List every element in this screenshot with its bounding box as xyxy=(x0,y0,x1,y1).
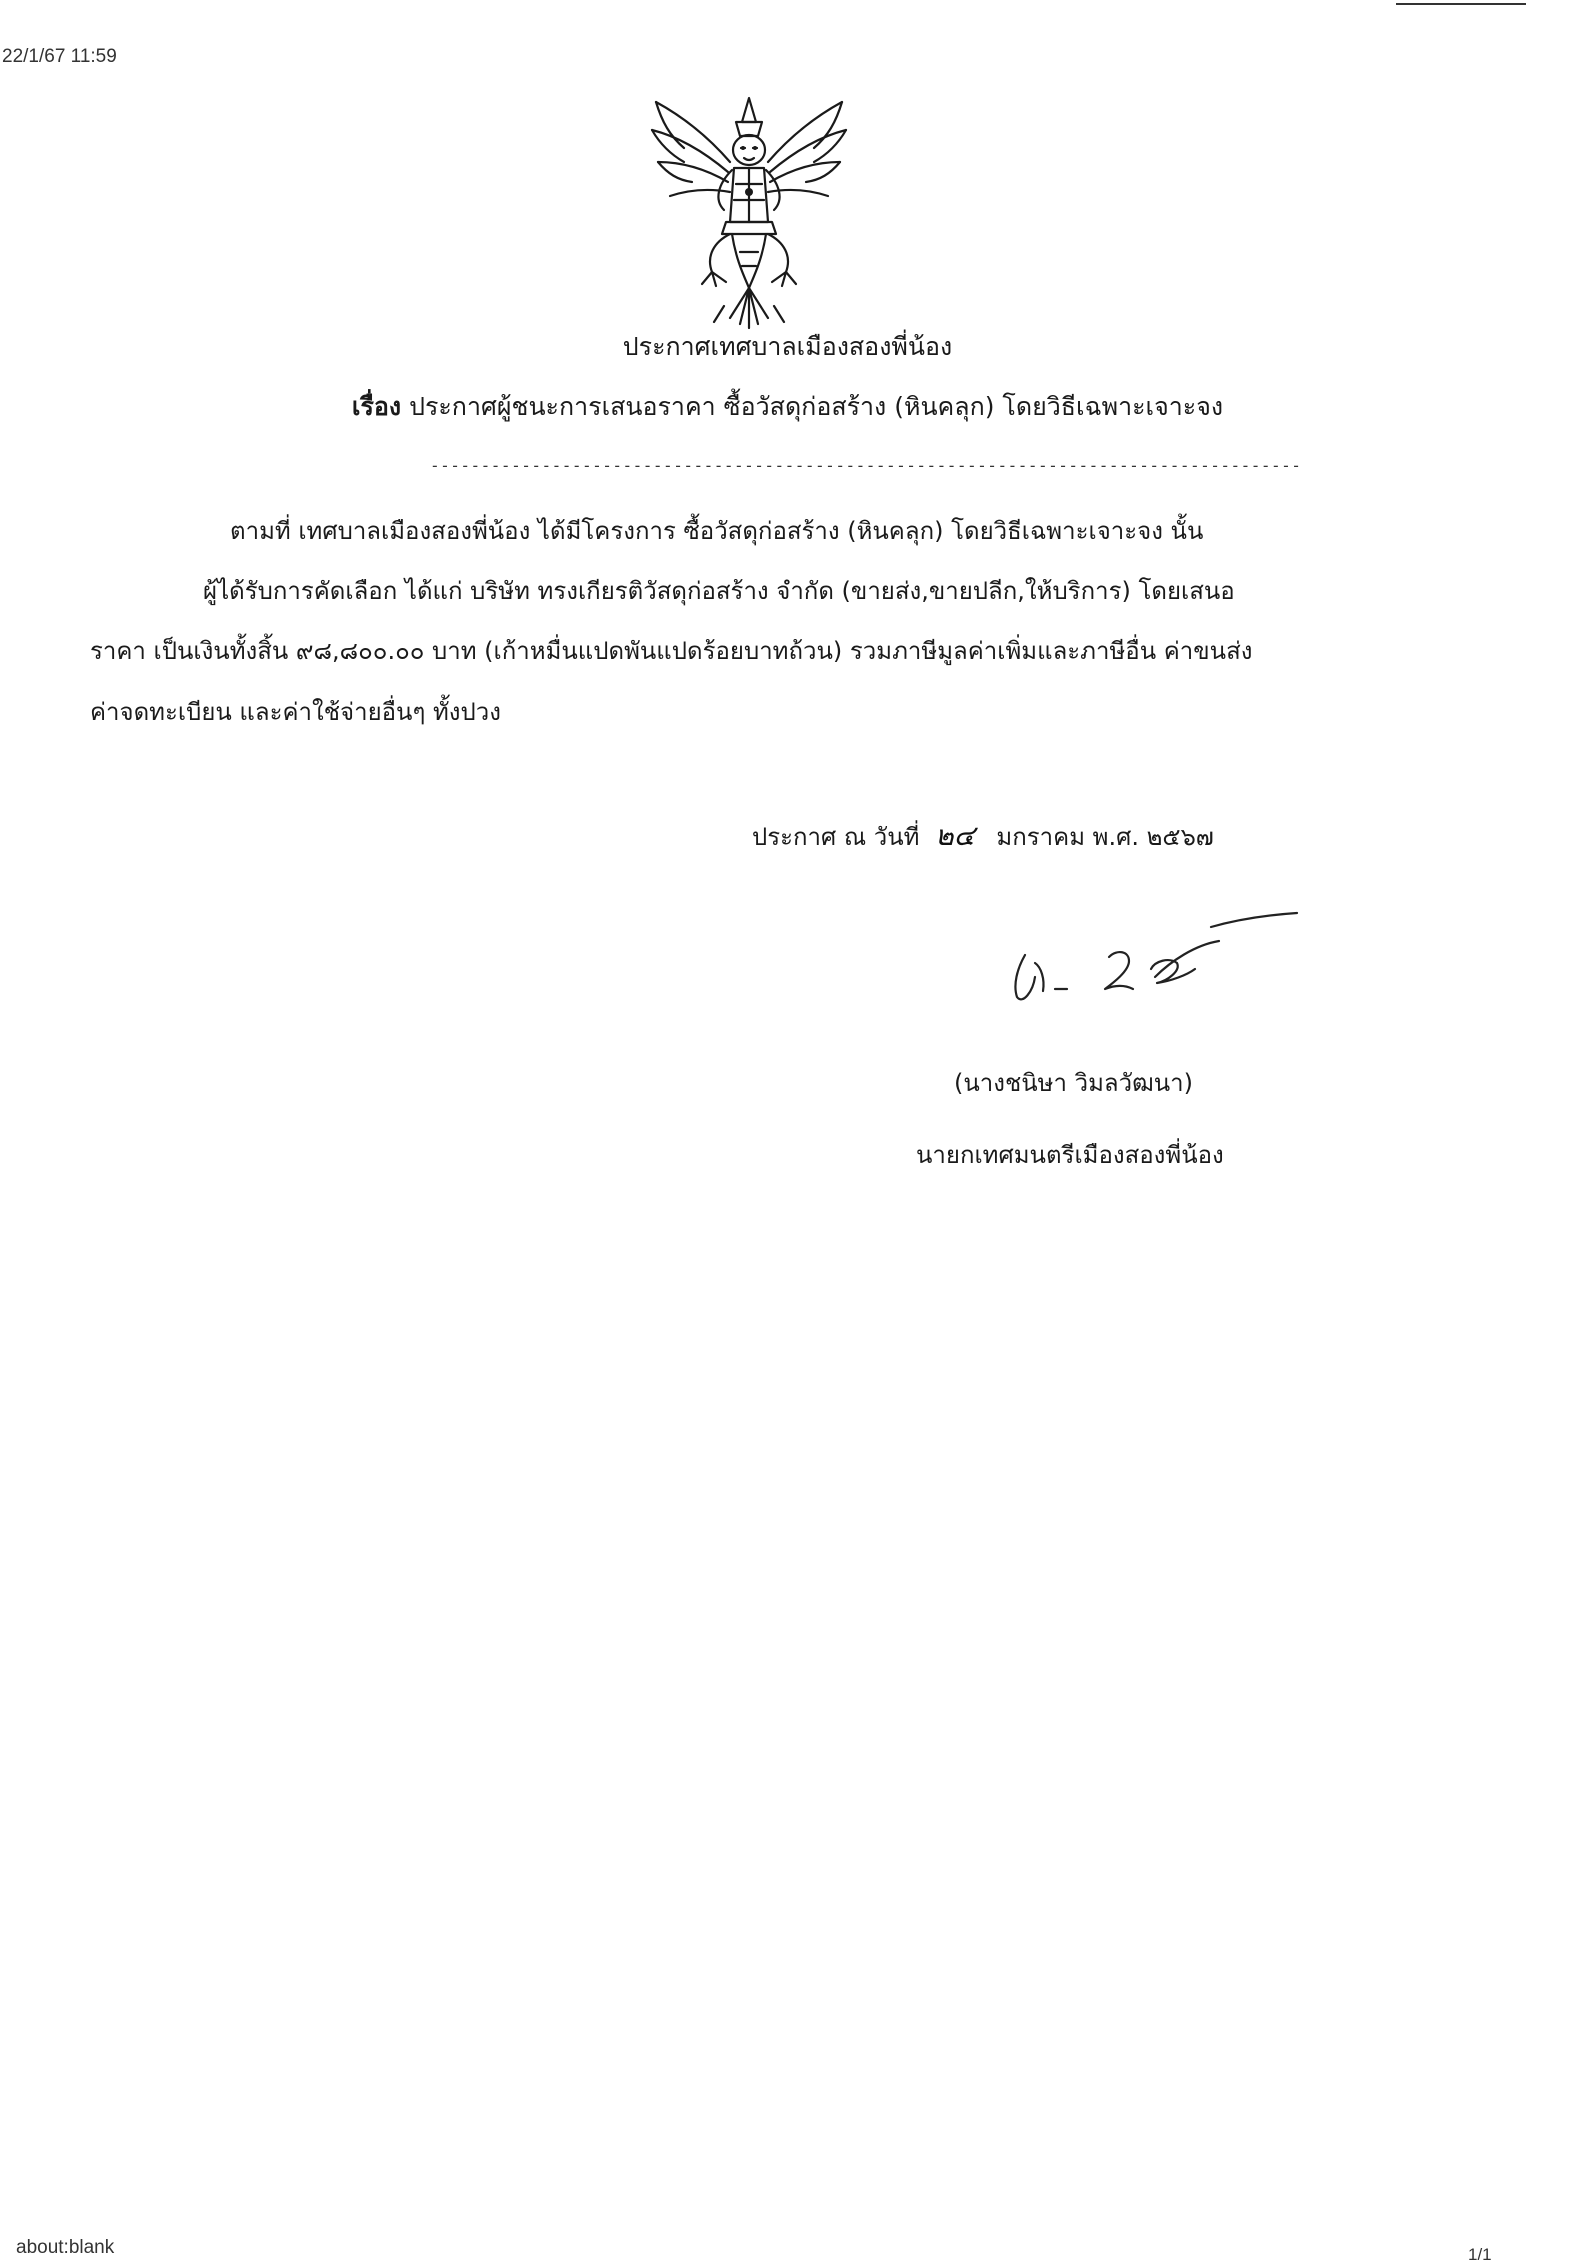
signer-name: (นางชนิษา วิมลวัฒนา) xyxy=(954,1069,1193,1097)
top-edge-rule xyxy=(1396,3,1526,5)
signer-title: นายกเทศมนตรีเมืองสองพี่น้อง xyxy=(916,1141,1224,1169)
document-title: ประกาศเทศบาลเมืองสองพี่น้อง xyxy=(622,332,953,361)
print-page-number: 1/1 xyxy=(1468,2245,1492,2264)
print-timestamp: 22/1/67 11:59 xyxy=(2,46,117,67)
subject-label: เรื่อง xyxy=(351,392,402,421)
garuda-emblem-icon xyxy=(644,92,854,332)
date-day-handwritten: ๒๔ xyxy=(935,819,975,852)
announcement-date xyxy=(752,819,1214,854)
subject-text: ประกาศผู้ชนะการเสนอราคา ซื้อวัสดุก่อสร้าง (หินคลุก) โดยวิธีเฉพาะเจาะจง xyxy=(409,392,1224,421)
print-url: about:blank xyxy=(16,2237,115,2258)
body-line-1: ตามที่ เทศบาลเมืองสองพี่น้อง ได้มีโครงการ ซื้อวัสดุก่อสร้าง (หินคลุก) โดยวิธีเฉพาะเจาะจง นั้น xyxy=(230,517,1204,545)
body-line-4: ค่าจดทะเบียน และค่าใช้จ่ายอื่นๆ ทั้งปวง xyxy=(90,698,501,726)
date-month-year: มกราคม พ.ศ. ๒๕๖๗ xyxy=(996,823,1214,851)
body-line-3: ราคา เป็นเงินทั้งสิ้น ๙๘,๘๐๐.๐๐ บาท (เก้าหมื่นแปดพันแปดร้อยบาทถ้วน) รวมภาษีมูลค่าเพิ่มและภาษีอื่น ค่าขนส่ง xyxy=(90,637,1253,665)
handwritten-signature xyxy=(1005,905,1305,1015)
document-subject xyxy=(0,390,1575,424)
body-line-2: ผู้ได้รับการคัดเลือก ได้แก่ บริษัท ทรงเกียรติวัสดุก่อสร้าง จำกัด (ขายส่ง,ขายปลีก,ให้บริการ) โดยเสนอ xyxy=(203,577,1235,605)
date-prefix: ประกาศ ณ วันที่ xyxy=(752,823,920,851)
separator-line: -------------------------------------------------------------------------------------- xyxy=(430,456,1302,475)
